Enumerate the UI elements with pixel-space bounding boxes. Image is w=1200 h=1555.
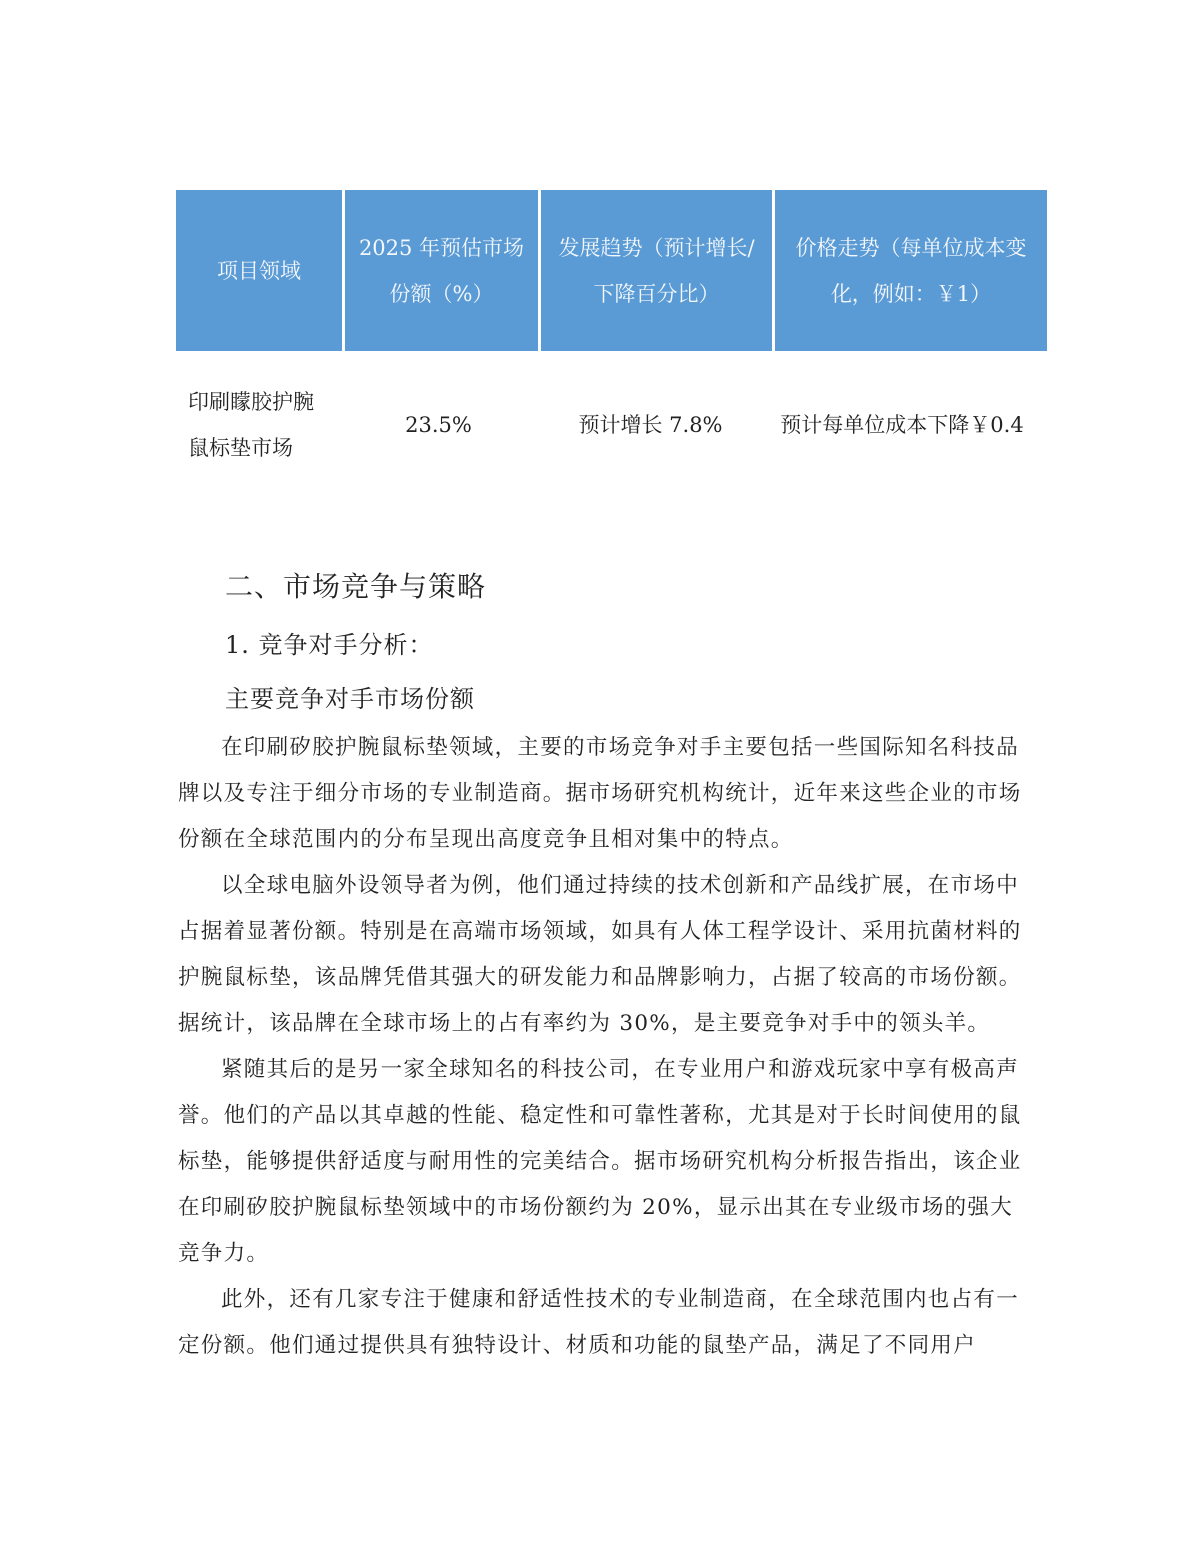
table-cell: 印刷矇胶护腕鼠标垫市场 (188, 390, 314, 460)
table-cell: 预计每单位成本下降￥0.4 (780, 413, 1024, 437)
paragraph: 紧随其后的是另一家全球知名的科技公司，在专业用户和游戏玩家中享有极高声誉。他们的产品以其卓越的性能、稳定性和可靠性著称，尤其是对于长时间使用的鼠标垫，能够提供舒适度与耐用性的完美结合。据市场研究机构分析报告指出，该企业在印刷矽胶护腕鼠标垫领域中的市场份额约为 20%，显示出其在专业级市场的强大竞争力。 (178, 1057, 1022, 1266)
table-cell: 预计增长 7.8% (578, 413, 723, 437)
subsection-title: 1. 竞争对手分析： (225, 631, 434, 659)
table-row (176, 355, 1047, 495)
paragraph: 在印刷矽胶护腕鼠标垫领域，主要的市场竞争对手主要包括一些国际知名科技品牌以及专注于细分市场的专业制造商。据市场研究机构统计，近年来这些企业的市场份额在全球范围内的分布呈现出高度竞争且相对集中的特点。 (178, 735, 1022, 852)
table-header-cell: 2025 年预估市场份额（%） (345, 190, 538, 351)
table-cell: 23.5% (405, 413, 472, 437)
table-header-cell: 价格走势（每单位成本变化，例如：￥1） (775, 190, 1047, 351)
table-header-cell: 项目领域 (176, 190, 342, 351)
paragraph: 以全球电脑外设领导者为例，他们通过持续的技术创新和产品线扩展，在市场中占据着显著份额。特别是在高端市场领域，如具有人体工程学设计、采用抗菌材料的护腕鼠标垫，该品牌凭借其强大的研发能力和品牌影响力，占据了较高的市场份额。据统计，该品牌在全球市场上的占有率约为 30%，是主要竞争对手中的领头羊。 (178, 873, 1022, 1036)
paragraph: 此外，还有几家专注于健康和舒适性技术的专业制造商，在全球范围内也占有一定份额。他们通过提供具有独特设计、材质和功能的鼠垫产品，满足了不同用户 (178, 1287, 1020, 1358)
body-text (178, 725, 1028, 1369)
market-table (176, 190, 1047, 495)
table-header-cell: 发展趋势（预计增长/下降百分比） (541, 190, 772, 351)
sub-subsection-title: 主要竞争对手市场份额 (225, 685, 475, 713)
table-header-row (176, 190, 1047, 351)
section-title: 二、市场竞争与策略 (225, 570, 487, 603)
